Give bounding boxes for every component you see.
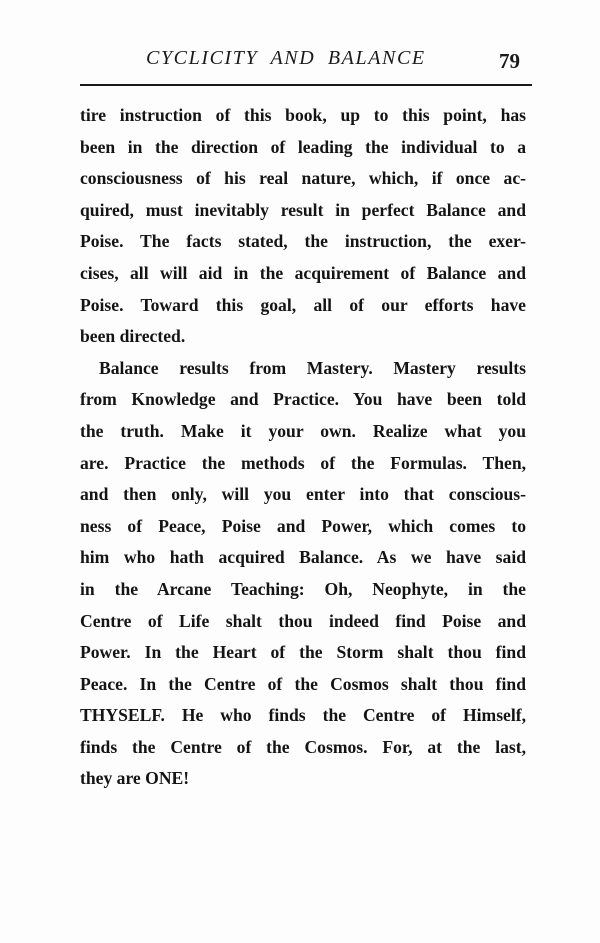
- text-line: been in the direction of leading the individual to a: [80, 136, 526, 157]
- text-line: ness of Peace, Poise and Power, which comes to: [80, 515, 526, 536]
- text-line: tire instruction of this book, up to this point, has: [80, 105, 526, 125]
- text-line: the truth. Make it your own. Realize what you: [80, 420, 526, 441]
- page-number: 79: [499, 49, 520, 73]
- text-line: in the Arcane Teaching: Oh, Neophyte, in the: [80, 578, 526, 599]
- text-line: Poise. Toward this goal, all of our efforts have: [80, 294, 526, 315]
- chapter-title: CYCLICITY AND BALANCE: [146, 47, 426, 69]
- header-rule: [80, 84, 532, 86]
- text-line: cises, all will aid in the acquirement of Balance and: [80, 262, 526, 283]
- text-line: they are ONE!: [80, 768, 190, 789]
- text-line: quired, must inevitably result in perfect Balance and: [80, 199, 526, 220]
- text-line: consciousness of his real nature, which, if once ac-: [80, 168, 526, 189]
- text-line: and then only, will you enter into that conscious-: [80, 484, 526, 505]
- text-line: Power. In the Heart of the Storm shalt thou find: [80, 642, 526, 663]
- text-line: been directed.: [80, 326, 186, 347]
- body-text: [80, 100, 526, 795]
- text-line: Centre of Life shalt thou indeed find Poise and: [80, 610, 526, 631]
- paragraph-2: [80, 353, 526, 795]
- text-line: from Knowledge and Practice. You have been told: [80, 389, 526, 410]
- text-line: Poise. The facts stated, the instruction, the exer-: [80, 231, 526, 252]
- text-line: him who hath acquired Balance. As we have said: [80, 547, 526, 568]
- text-line: Peace. In the Centre of the Cosmos shalt thou find: [80, 673, 526, 694]
- paragraph-1: [80, 100, 526, 353]
- text-line: THYSELF. He who finds the Centre of Himself,: [80, 705, 526, 726]
- running-head: [80, 47, 528, 77]
- text-line: finds the Centre of the Cosmos. For, at the last,: [80, 736, 526, 757]
- text-line: Balance results from Mastery. Mastery results: [99, 357, 526, 378]
- text-line: are. Practice the methods of the Formulas. Then,: [80, 452, 526, 473]
